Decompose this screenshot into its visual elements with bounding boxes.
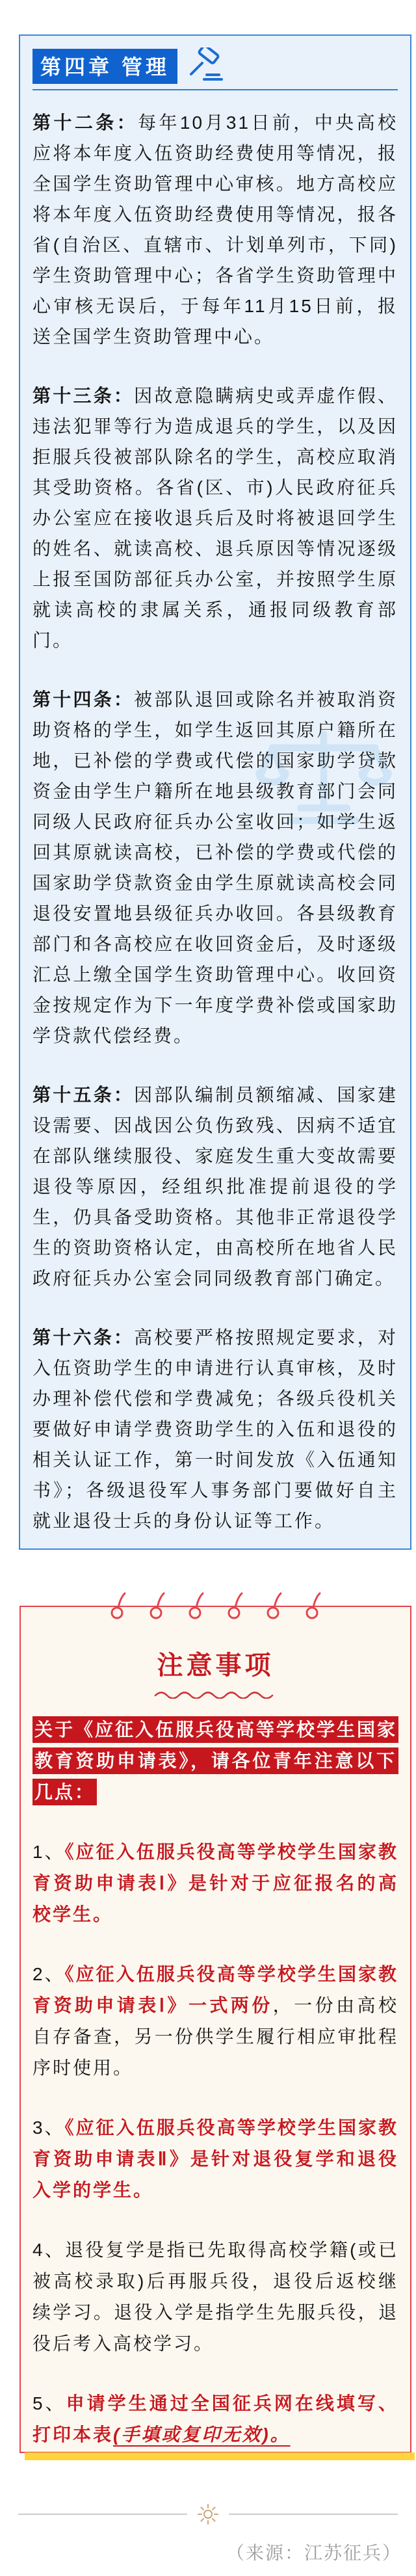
notice-item: [32, 2112, 398, 2206]
item-text-segment: 《应征入伍服兵役高等学校学生国家教育资助申请表Ⅰ》一式两份: [32, 1964, 398, 2015]
articles-list: [32, 107, 398, 1536]
coil-icon: [110, 1591, 126, 1620]
source-credit: （来源：江苏征兵）: [226, 2543, 402, 2563]
item-text-segment: ，一份由高校自存备查，另一份供学生履行相应审批程序时使用。: [32, 1995, 398, 2078]
coil-icon: [228, 1591, 243, 1620]
notice-title: 注意事项: [157, 1651, 274, 1680]
item-number: 4、: [32, 2240, 66, 2260]
notice-content: [32, 1607, 398, 2452]
wavy-underline: [153, 1690, 278, 1699]
binding-coils: [110, 1591, 321, 1620]
chapter-title-badge: 第四章 管理: [32, 49, 177, 84]
item-text-segment: 退役复学是指已先取得高校学籍(或已被高校录取)后再服兵役，退役后返校继续学习。退役入学是指学生先服兵役，退役后考入高校学习。: [32, 2240, 398, 2354]
divider-line-right: [229, 2514, 398, 2515]
article-text: 因故意隐瞒病史或弄虚作假、违法犯罪等行为造成退兵的学生，以及因拒服兵役被部队除名的学生，高校应取消其受助资格。各省(区、市)人民政府征兵办公室应在接收退兵后及时将被退回学生的姓名、就读高校、退兵原因等情况逐级上报至国防部征兵办公室，并按照学生原就读高校的隶属关系，通报同级教育部门。: [32, 386, 398, 650]
article-number-label: 第十六条：: [32, 1327, 135, 1348]
chapter-section: [19, 34, 411, 1550]
notice-section: [20, 1606, 411, 2453]
item-number: 3、: [32, 2118, 65, 2138]
item-number: 2、: [32, 1964, 65, 1984]
section-divider: [18, 2504, 398, 2525]
article-paragraph: [32, 1322, 398, 1536]
article-text: 每年10月31日前，中央高校应将本年度入伍资助经费使用等情况，报全国学生资助管理中心审核。地方高校应将本年度入伍资助经费使用等情况，报各省(自治区、直辖市、计划单列市，下同)学生资助管理中心；各省学生资助管理中心审核无误后，于每年11月15日前，报送全国学生资助管理中心。: [32, 113, 398, 347]
notice-item: [32, 1959, 398, 2084]
article-paragraph: [32, 380, 398, 656]
article-text: 被部队退回或除名并被取消资助资格的学生，如学生返回其原户籍所在地，已补偿的学费或代偿的国家助学贷款资金由学生户籍所在地县级教育部门会同同级人民政府征兵办公室收回；如学生返回其原就读高校，已补偿的学费或代偿的国家助学贷款资金由学生原就读高校会同退役安置地县级征兵办收回。各县级教育部门和各高校应在收回资金后，及时逐级汇总上缴全国学生资助管理中心。收回资金按规定作为下一年度学费补偿或国家助学贷款代偿经费。: [32, 689, 398, 1046]
article-paragraph: [32, 107, 398, 352]
coil-icon: [150, 1591, 165, 1620]
item-text-segment: 《应征入伍服兵役高等学校学生国家教育资助申请表Ⅱ》是针对退役复学和退役入学的学生。: [32, 2118, 398, 2200]
notice-item: [32, 1837, 398, 1930]
article-number-label: 第十四条：: [32, 689, 135, 710]
coil-icon: [188, 1591, 204, 1620]
article-text: 高校要严格按照规定要求，对入伍资助学生的申请进行认真审核，及时办理补偿代偿和学费减免；各级兵役机关要做好申请学费资助学生的入伍和退役的相关认证工作，第一时间发放《入伍通知书》；各级退役军人事务部门要做好自主就业退役士兵的身份认证等工作。: [32, 1327, 398, 1531]
coil-icon: [266, 1591, 282, 1620]
article-paragraph: [32, 1080, 398, 1294]
notice-intro-highlight: 关于《应征入伍服兵役高等学校学生国家教育资助申请表》，请各位青年注意以下几点：: [32, 1716, 398, 1805]
notice-item: [32, 2235, 398, 2359]
item-number: 1、: [32, 1842, 65, 1862]
notice-intro: [32, 1714, 398, 1808]
article-text: 因部队编制员额缩减、国家建设需要、因战因公负伤致残、因病不适宜在部队继续服役、家庭发生重大变故需要退役等原因，经组织批准提前退役的学生，仍具备受助资格。其他非正常退役学生的资助资格认定，由高校所在地省人民政府征兵办公室会同同级教育部门确定。: [32, 1085, 398, 1288]
divider-line-left: [18, 2514, 187, 2515]
notice-items-list: [32, 1837, 398, 2450]
sun-icon: [198, 2504, 218, 2525]
gavel-icon: [185, 47, 223, 85]
article-number-label: 第十五条：: [32, 1085, 135, 1105]
item-text-segment: 申请学生通过全国征兵网在线填写、打印本表: [32, 2393, 398, 2445]
item-text-segment: (手填或复印无效)。: [113, 2424, 291, 2445]
article-number-label: 第十二条：: [32, 113, 138, 133]
item-number: 5、: [32, 2393, 66, 2413]
chapter-header: [32, 47, 398, 90]
article-number-label: 第十三条：: [32, 386, 135, 406]
article-paragraph: [32, 684, 398, 1051]
coil-icon: [306, 1591, 321, 1620]
notice-item: [32, 2388, 398, 2450]
item-text-segment: 《应征入伍服兵役高等学校学生国家教育资助申请表Ⅰ》是针对于应征报名的高校学生。: [32, 1842, 398, 1924]
